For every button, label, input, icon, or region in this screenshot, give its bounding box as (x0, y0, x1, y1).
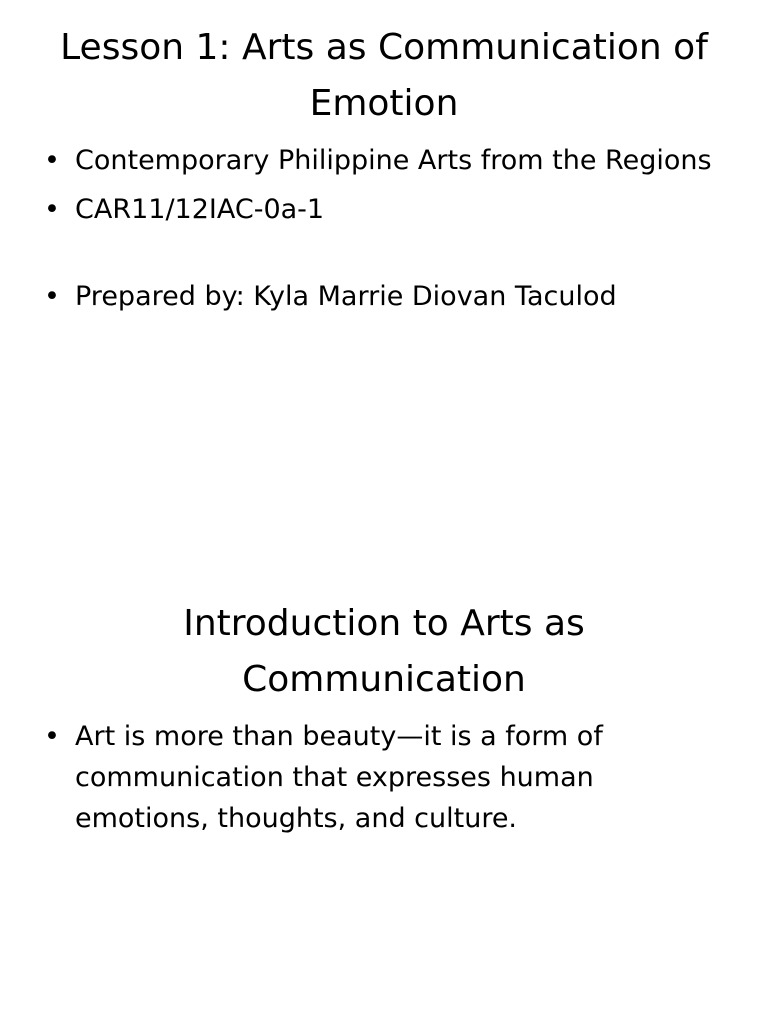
bullet-text: Prepared by: Kyla Marrie Diovan Taculod (75, 281, 617, 312)
bullet-item (44, 189, 724, 230)
bullet-icon: • (44, 281, 60, 312)
bullet-item (44, 276, 724, 317)
bullet-text: CAR11/12IAC-0a-1 (75, 194, 325, 225)
bullet-list (44, 716, 724, 847)
bullet-icon: • (44, 145, 60, 176)
bullet-icon: • (44, 194, 60, 225)
slide-2 (0, 512, 768, 1024)
bullet-item (44, 140, 724, 181)
bullet-text: Art is more than beauty—it is a form of communication that expresses human emotions, thoughts, and culture. (75, 721, 603, 834)
bullet-item (44, 716, 724, 839)
slide-title: Lesson 1: Arts as Communication of Emotion (60, 27, 708, 124)
bullet-text: Contemporary Philippine Arts from the Regions (75, 145, 712, 176)
bullet-list (44, 140, 724, 325)
slide-title: Introduction to Arts as Communication (183, 603, 585, 700)
bullet-icon: • (44, 721, 60, 752)
